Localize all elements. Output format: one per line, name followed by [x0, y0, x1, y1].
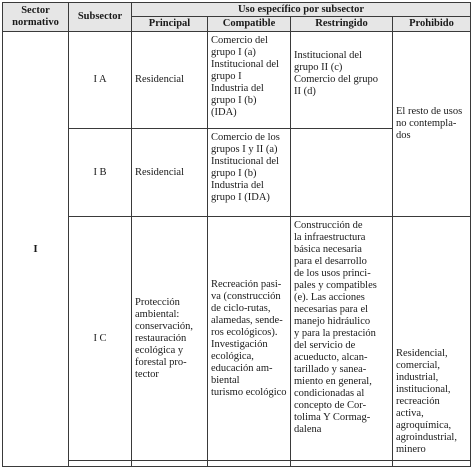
- header-compatible: Compatible: [208, 17, 291, 32]
- empty-cell: [291, 461, 393, 467]
- empty-cell: [393, 461, 471, 467]
- compatible-cell: Recreación pasi- va (construcción de ciclo-rutas, alamedas, sende- ros ecológicos). Investigación ecológica, educación am- biental turismo ecológico: [208, 217, 291, 461]
- header-principal: Principal: [132, 17, 208, 32]
- compatible-cell: Comercio del grupo I (a) Institucional del grupo I Industria del grupo I (b) (IDA): [208, 32, 291, 129]
- restringido-cell: Construcción de la infraestructura básica necesaria para el desarrollo de los usos princi- pales y compatibles (e). Las acciones necesarias para el manejo hidráulico y para la prestación del servicio de acueducto, alcan- tarillado y sanea- miento en general, condicionadas al concepto de Cor- tolima Y Cormag- dalena: [291, 217, 393, 461]
- empty-cell: [208, 461, 291, 467]
- principal-cell: Protección ambiental: conservación, restauración ecológica y forestal pro- tector: [132, 217, 208, 461]
- subsector-cell: I C: [69, 217, 132, 461]
- subsector-cell: I A: [69, 32, 132, 129]
- prohibido-cell: Residencial, comercial, industrial, institucional, recreación activa, agroquímica, agroindustrial, minero: [393, 217, 471, 461]
- restringido-cell: Institucional del grupo II (c) Comercio del grupo II (d): [291, 32, 393, 129]
- header-restringido: Restringido: [291, 17, 393, 32]
- header-prohibido: Prohibido: [393, 17, 471, 32]
- empty-cell: [132, 461, 208, 467]
- table-row: [3, 217, 471, 461]
- compatible-cell: Comercio de los grupos I y II (a) Institucional del grupo I (b) Industria del grupo I (IDA): [208, 129, 291, 217]
- restringido-cell: [291, 129, 393, 217]
- principal-cell: Residencial: [132, 32, 208, 129]
- header-sector: Sector normativo: [3, 3, 69, 32]
- header-row-top: [3, 3, 471, 17]
- principal-cell: Residencial: [132, 129, 208, 217]
- table-row-cutoff: [3, 461, 471, 467]
- header-subsector: Subsector: [69, 3, 132, 32]
- header-uso: Uso específico por subsector: [132, 3, 471, 17]
- subsector-cell: I B: [69, 129, 132, 217]
- prohibido-cell: El resto de usos no contempla- dos: [393, 32, 471, 217]
- zoning-table: [2, 2, 471, 467]
- empty-cell: [69, 461, 132, 467]
- table-row: [3, 32, 471, 129]
- sector-cell: I: [3, 32, 69, 467]
